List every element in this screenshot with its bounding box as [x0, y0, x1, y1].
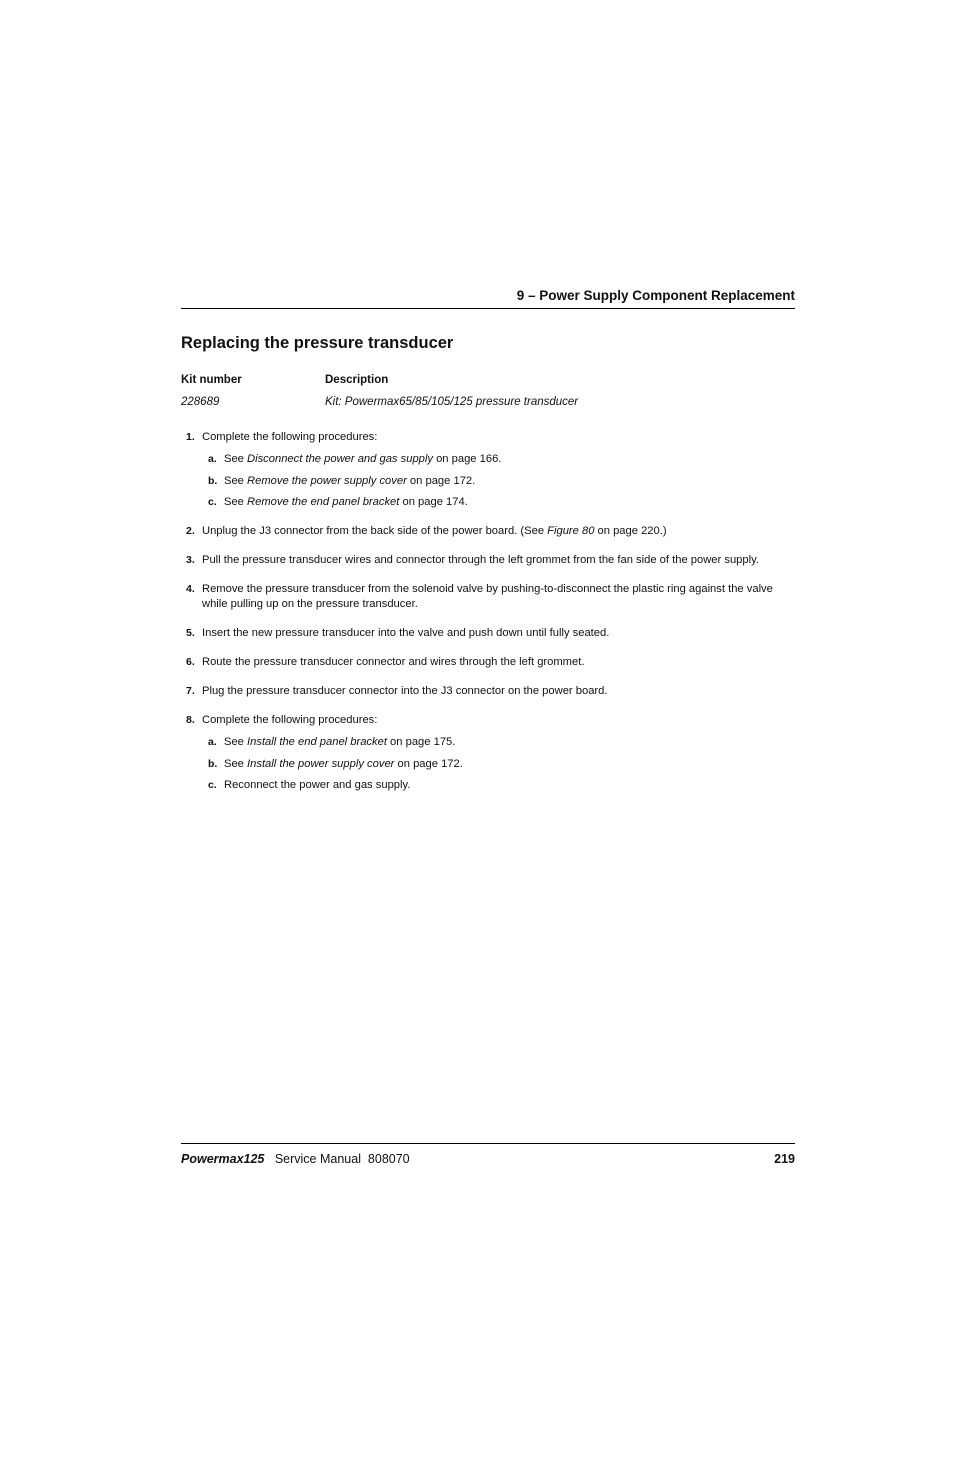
step-8 — [181, 713, 795, 793]
step-3 — [181, 553, 795, 568]
substep-text: See — [224, 736, 248, 748]
header-rule — [181, 308, 795, 309]
substep-letter: a. — [208, 736, 217, 748]
step-number: 4. — [186, 583, 195, 595]
manual-title — [268, 1152, 410, 1166]
kit-description-cell: Kit: Powermax65/85/105/125 pressure transducer — [325, 396, 579, 408]
page-number: 219 — [774, 1152, 795, 1166]
substep-letter: a. — [208, 453, 217, 465]
substep-text: Reconnect the power and gas supply. — [224, 779, 411, 791]
substep-letter: b. — [208, 757, 218, 770]
substep-letter: c. — [208, 779, 217, 791]
substep-letter: b. — [208, 474, 218, 487]
product-brand: Powermax125 — [181, 1152, 265, 1166]
cross-reference-link[interactable]: Remove the end panel bracket — [247, 496, 400, 508]
step-text: Complete the following procedures: — [202, 431, 378, 443]
footer-rule — [181, 1143, 795, 1144]
description-header: Description — [325, 374, 389, 386]
kit-number-cell: 228689 — [181, 396, 220, 408]
step-number: 6. — [186, 656, 195, 668]
substep-page-ref: on page 174. — [399, 496, 468, 508]
page-footer — [181, 1152, 795, 1166]
step-text: Plug the pressure transducer connector into the J3 connector on the power board. — [202, 685, 608, 697]
substep-1b — [202, 474, 795, 489]
step-text: Remove the pressure transducer from the solenoid valve by pushing-to-disconnect the plastic ring against the valve while pulling up on the pressure transducer. — [202, 583, 773, 610]
step-5 — [181, 626, 795, 641]
step-2 — [181, 524, 795, 539]
step-text: Route the pressure transducer connector and wires through the left grommet. — [202, 656, 585, 668]
step-text: Complete the following procedures: — [202, 714, 378, 726]
step-number: 3. — [186, 554, 195, 566]
procedure-steps — [181, 430, 795, 807]
section-title: Replacing the pressure transducer — [181, 334, 454, 352]
substep-page-ref: on page 172. — [394, 757, 463, 770]
cross-reference-link[interactable]: Disconnect the power and gas supply — [247, 453, 433, 465]
substep-text: See — [224, 474, 248, 487]
cross-reference-link[interactable]: Remove the power supply cover — [247, 474, 407, 487]
substep-list — [202, 735, 795, 793]
substep-8a — [202, 735, 795, 750]
figure-reference-link[interactable]: Figure 80 — [547, 525, 595, 537]
step-number: 7. — [186, 685, 195, 697]
step-6 — [181, 655, 795, 670]
kit-table-row — [181, 396, 795, 418]
step-1 — [181, 430, 795, 510]
substep-list — [202, 452, 795, 510]
substep-text: See — [224, 453, 248, 465]
cross-reference-link[interactable]: Install the end panel bracket — [247, 736, 387, 748]
step-number: 8. — [186, 714, 195, 726]
step-number: 5. — [186, 627, 195, 639]
substep-text: See — [224, 757, 248, 770]
substep-letter: c. — [208, 496, 217, 508]
step-7 — [181, 684, 795, 699]
substep-8c — [202, 778, 795, 793]
substep-8b — [202, 757, 795, 772]
manual-number: Service Manual 808070 — [274, 1152, 410, 1166]
step-page-ref: on page 220.) — [594, 525, 667, 537]
step-text: Insert the new pressure transducer into the valve and push down until fully seated. — [202, 627, 610, 639]
step-number: 1. — [186, 431, 195, 443]
step-4 — [181, 582, 795, 612]
chapter-header: 9 – Power Supply Component Replacement — [516, 288, 795, 303]
substep-text: See — [224, 496, 248, 508]
substep-page-ref: on page 172. — [406, 474, 476, 487]
substep-page-ref: on page 166. — [432, 453, 502, 465]
step-number: 2. — [186, 525, 195, 537]
step-text: Unplug the J3 connector from the back side of the power board. (See — [202, 525, 548, 537]
kit-table — [181, 374, 795, 418]
substep-page-ref: on page 175. — [386, 736, 456, 748]
cross-reference-link[interactable]: Install the power supply cover — [247, 757, 395, 770]
kit-number-header: Kit number — [181, 374, 242, 386]
step-text: Pull the pressure transducer wires and connector through the left grommet from the fan side of the power supply. — [202, 554, 759, 566]
substep-1a — [202, 452, 795, 467]
substep-1c — [202, 495, 795, 510]
kit-table-header-row — [181, 374, 795, 396]
